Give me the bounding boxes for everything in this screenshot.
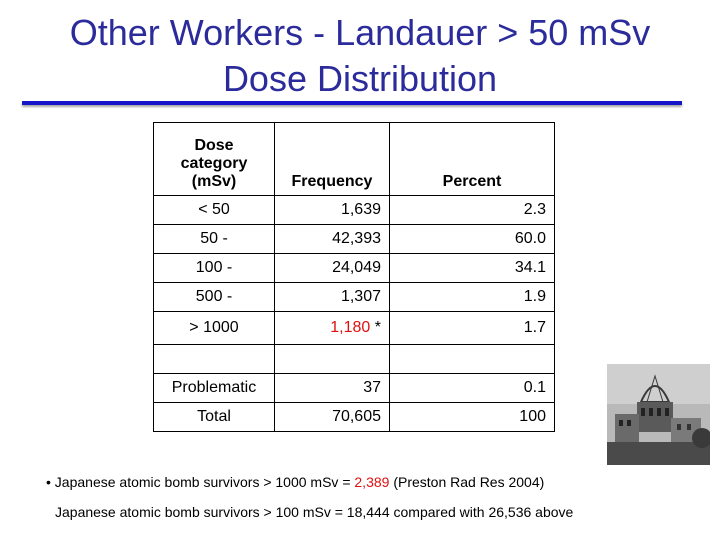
percent-cell: 100 <box>390 403 555 432</box>
category-cell: 50 - <box>154 225 275 254</box>
table-row <box>154 283 555 312</box>
frequency-cell: 37 <box>275 374 390 403</box>
dose-distribution-table <box>153 122 555 432</box>
frequency-cell: 70,605 <box>275 403 390 432</box>
highlighted-value: 2,389 <box>354 474 390 490</box>
frequency-cell <box>275 312 390 345</box>
percent-cell: 1.7 <box>390 312 555 345</box>
title-line-1: Other Workers - Landauer > 50 mSv <box>69 12 651 53</box>
category-cell: > 1000 <box>154 312 275 345</box>
title-line-2: Dose Distribution <box>222 58 498 99</box>
category-cell: < 50 <box>154 196 275 225</box>
percent-cell: 2.3 <box>390 196 555 225</box>
table-row-empty <box>154 345 555 374</box>
percent-cell <box>390 345 555 374</box>
category-cell: 100 - <box>154 254 275 283</box>
header-text: category <box>180 155 248 172</box>
dome-illustration <box>607 364 710 465</box>
frequency-cell: 24,049 <box>275 254 390 283</box>
table-row <box>154 374 555 403</box>
table-row <box>154 254 555 283</box>
category-cell: Total <box>154 403 275 432</box>
frequency-cell <box>275 345 390 374</box>
percent-cell: 1.9 <box>390 283 555 312</box>
note-text: Japanese atomic bomb survivors > 1000 mSv = <box>54 474 355 490</box>
slide-title <box>0 10 720 102</box>
percent-cell: 34.1 <box>390 254 555 283</box>
percent-cell: 0.1 <box>390 374 555 403</box>
table-row <box>154 196 555 225</box>
frequency-cell: 42,393 <box>275 225 390 254</box>
table-row <box>154 312 555 345</box>
highlighted-frequency: 1,180 <box>330 319 371 336</box>
table-header-row <box>154 123 555 196</box>
dose-category-header <box>154 123 275 196</box>
note-line-1 <box>46 474 544 490</box>
percent-header: Percent <box>390 123 555 196</box>
note-citation: (Preston Rad Res 2004) <box>389 474 545 490</box>
header-text: (mSv) <box>191 173 237 190</box>
footnote-marker: * <box>370 319 381 336</box>
atomic-bomb-dome-photo <box>607 364 710 465</box>
category-cell: Problematic <box>154 374 275 403</box>
table-row-total <box>154 403 555 432</box>
frequency-header: Frequency <box>275 123 390 196</box>
category-cell: 500 - <box>154 283 275 312</box>
header-text: Dose <box>194 137 234 154</box>
category-cell <box>154 345 275 374</box>
title-underline <box>22 101 682 105</box>
bullet: • <box>46 474 51 490</box>
frequency-cell: 1,307 <box>275 283 390 312</box>
note-line-2: Japanese atomic bomb survivors > 100 mSv = 18,444 compared with 26,536 above <box>55 504 574 520</box>
percent-cell: 60.0 <box>390 225 555 254</box>
frequency-cell: 1,639 <box>275 196 390 225</box>
table-row <box>154 225 555 254</box>
